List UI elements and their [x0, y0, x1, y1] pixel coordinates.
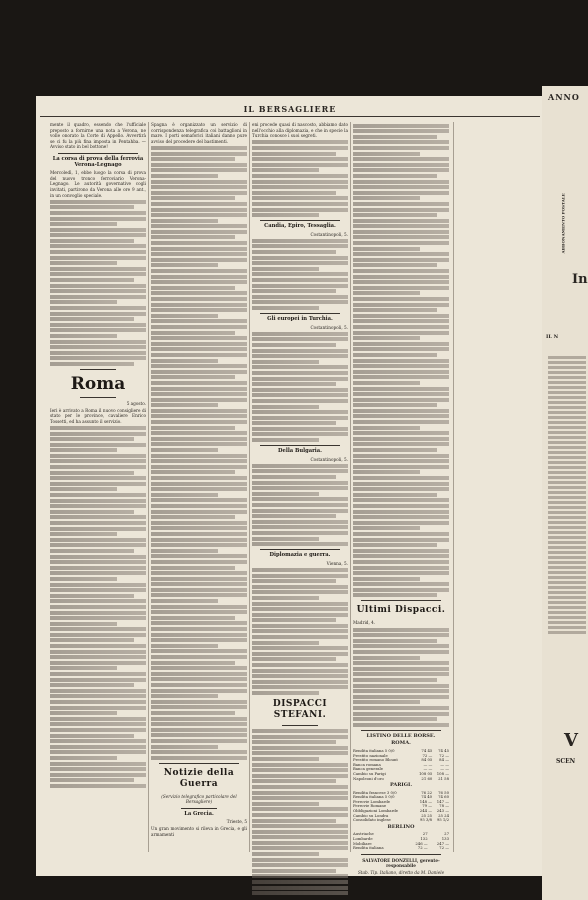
stock-value-1: — — — [423, 761, 433, 767]
stock-value-2: 78 — — [439, 803, 449, 809]
text-block — [50, 426, 146, 788]
adjacent-big-letters: In — [572, 272, 588, 287]
stock-value-1: 246 — — [415, 840, 428, 846]
stock-value-1: 74 45 — [421, 747, 433, 753]
article-headline: La Grecia. — [184, 810, 214, 817]
text-block — [252, 140, 348, 217]
dateline: Costantinopoli, 5. — [310, 456, 348, 462]
stock-table-city: BERLINO — [387, 823, 415, 830]
section-subhead: (Servizio telegrafico particolare del Bersagliere) — [161, 793, 237, 805]
adjacent-text — [548, 354, 586, 636]
stock-value-2: 72 — — [439, 752, 449, 758]
separator — [80, 397, 116, 398]
stock-value-2: 74 45 — [438, 747, 449, 753]
dateline: Vienna, 5. — [326, 560, 348, 566]
stock-value-1: 84 05 — [421, 757, 433, 763]
stock-value-2: 147 — — [436, 798, 449, 804]
column-2 — [151, 122, 247, 862]
article-headline: Candia, Epiro, Tessaglia. — [264, 223, 336, 230]
article-text: Un gran movimento si rileva in Grecia, e gli armamenti — [151, 826, 247, 837]
article-headline: Diplomazia e guerra. — [269, 552, 331, 559]
article-text: Spagna è organizzato un servizio di corrispondenza telegrafica coi battaglioni in mare. I porti semaforici italiani danno pure avviso del procedere del bastimenti. — [151, 122, 247, 144]
separator — [159, 763, 239, 764]
column-3 — [252, 122, 348, 862]
section-headline-dispacci: DISPACCI STEFANI. — [272, 699, 328, 720]
article-text: Ieri è arrivato a Roma il nuovo consigliere di stato per le province, cavaliere Enrico Tossetti, ed ha assunto il servizio. — [50, 407, 146, 424]
text-block — [151, 146, 247, 760]
text-block — [252, 332, 348, 442]
dateline: Costantinopoli, 5. — [310, 231, 348, 237]
stock-value-2: 21 58 — [438, 775, 449, 781]
adjacent-big-v: V — [564, 730, 578, 751]
newspaper-title: IL BERSAGLIERE — [243, 104, 337, 114]
stock-value-1: 21 60 — [421, 775, 433, 781]
stock-label: Napoleoni d'oro — [353, 775, 384, 781]
stock-value-1: 108 05 — [418, 770, 433, 776]
stock-table-title: LISTINO DELLE BORSE. — [366, 732, 436, 739]
stock-table-berlin — [353, 832, 449, 850]
separator — [361, 854, 441, 855]
section-headline-guerra: Notizie della Guerra — [163, 767, 235, 789]
stock-value-2: 72 — — [439, 845, 449, 851]
column-divider — [148, 122, 149, 852]
separator — [260, 549, 340, 550]
stock-label: Rendita italiana 5 0/0 — [353, 747, 395, 753]
stock-label: Rendita italiana — [353, 845, 384, 851]
stock-value-1: 72 — — [417, 845, 428, 851]
article-headline: Gli europei in Turchia. — [267, 316, 333, 322]
stock-row — [353, 818, 449, 823]
separator — [260, 313, 340, 314]
header-rule — [40, 116, 540, 117]
adjacent-page — [542, 86, 588, 900]
stock-label: Austriache — [353, 831, 374, 837]
stock-label: Mobiliare — [353, 840, 372, 846]
stock-label: Prestito nazionale — [353, 752, 388, 758]
stock-label: Cambio su Parigi — [353, 770, 386, 776]
stock-value-2: 133 — [441, 836, 449, 842]
text-block — [252, 568, 348, 695]
dateline: 5 agosto. — [126, 400, 146, 406]
stock-value-1: 132 — [420, 836, 428, 842]
stock-value-1: 79 — — [422, 803, 433, 809]
stock-label: Banca romana — [353, 761, 381, 767]
stock-value-1: 27 — [422, 831, 428, 837]
column-1 — [50, 122, 146, 862]
dateline: Trieste, 5 — [226, 819, 247, 825]
stock-value-2: 247 — — [436, 840, 449, 846]
section-headline-roma: Roma — [70, 373, 126, 394]
stock-label: Obbligazioni Lombarde — [353, 808, 399, 814]
adjacent-page-title: ANNO — [548, 92, 580, 102]
stock-label: Consolidato inglese — [353, 817, 391, 823]
stock-value-2: — — — [440, 761, 449, 767]
column-4 — [353, 122, 449, 875]
separator — [260, 445, 340, 446]
stock-value-2: 243 — — [436, 808, 449, 814]
text-block — [50, 200, 146, 366]
stock-value-1: — — — [423, 766, 433, 772]
separator — [361, 730, 441, 731]
adjacent-vertical-label: ABBONAMENTO POSTALE — [560, 193, 566, 254]
separator — [181, 808, 217, 809]
stock-value-2: 84 — — [439, 757, 449, 763]
stock-value-1: 25 25 — [421, 812, 433, 818]
stock-value-1: 148 — — [419, 798, 433, 804]
stock-value-2: 95 1/2 — [436, 817, 449, 823]
separator — [361, 600, 441, 601]
separator — [80, 369, 116, 370]
article-text: mente il quadro, essendo che l'ufficiale preposto a fornirne una nota a Verona, ne volle onorato la Corte di Appello. Avvertirà se ci fu la più fina imposta in Pentahba. — Avviso stato in bel bottone! — [50, 122, 146, 150]
stock-label: Prestito romano Blount — [353, 757, 398, 763]
stock-table-paris — [353, 791, 449, 823]
article-headline: Della Bulgaria. — [278, 448, 322, 455]
column-divider — [249, 122, 250, 852]
stock-table-roma — [353, 749, 449, 781]
stock-value-1: 76 22 — [421, 789, 433, 795]
column-divider — [350, 122, 351, 852]
stock-label: Ferrovie Lombarde — [353, 798, 390, 804]
stock-label: Banca generale — [353, 766, 384, 772]
stock-row — [353, 846, 449, 851]
signature: SALVATORE DONZELLI, gerente-responsabile — [362, 857, 440, 869]
imprint: Stab. Tip. Italiano, diretto da M. Daniele — [357, 870, 445, 875]
stock-table-city: ROMA. — [391, 740, 411, 747]
text-block — [252, 729, 348, 895]
adjacent-scen: SCEN — [556, 758, 576, 765]
adjacent-section: IL N — [546, 334, 559, 340]
stock-value-1: 95 3/8 — [419, 817, 433, 823]
stock-value-2: 108 — — [436, 770, 449, 776]
article-text: Mercoledì, 1, ebbe luogo la corsa di prova del nuovo tronco ferroviario Verona-Legnago. Le autorità governative cogli invitati, partirono da Verona alle ore 9 ant., in un convoglio speciale. — [50, 170, 146, 198]
stock-label: Cambio su Londra — [353, 812, 389, 818]
article-headline: La corsa di prova della ferrovia Verona-Legnago — [52, 155, 144, 168]
stock-value-2: 76 50 — [438, 789, 449, 795]
section-headline-ultimi: Ultimi Dispacci. — [356, 605, 446, 616]
stock-value-1: 74 40 — [421, 794, 433, 800]
dateline: Madrid, 4. — [353, 620, 376, 626]
stock-value-2: — — — [440, 766, 449, 772]
separator — [260, 220, 340, 221]
text-block — [252, 239, 348, 310]
text-block — [353, 124, 449, 598]
stock-label: Ferrovie Romane — [353, 803, 387, 809]
article-text: eni procede quasi di nascosto, abbiamo dato nell'occhio alla diplomazia, e che in specie la Turchia conosce i suoi segreti. — [252, 122, 348, 139]
stock-row — [353, 777, 449, 782]
stock-table-city: PARIGI. — [389, 782, 413, 789]
stock-label: Rendita italiana 5 0/0 — [353, 794, 395, 800]
stock-value-1: 244 — — [419, 808, 433, 814]
stock-label: Rendita francese 3 0/0 — [353, 789, 397, 795]
separator — [58, 153, 138, 154]
stock-value-2: 25 24 — [438, 812, 449, 818]
stock-value-1: 72 — — [422, 752, 433, 758]
stock-label: Lombarde — [353, 836, 373, 842]
dateline: Costantinopoli, 5. — [310, 324, 348, 330]
column-divider — [453, 122, 454, 852]
text-block — [252, 464, 348, 546]
page-header — [40, 104, 540, 116]
text-block — [353, 628, 449, 727]
separator — [282, 725, 318, 726]
stock-value-2: 27 — [444, 831, 449, 837]
stock-value-2: 74 60 — [438, 794, 449, 800]
